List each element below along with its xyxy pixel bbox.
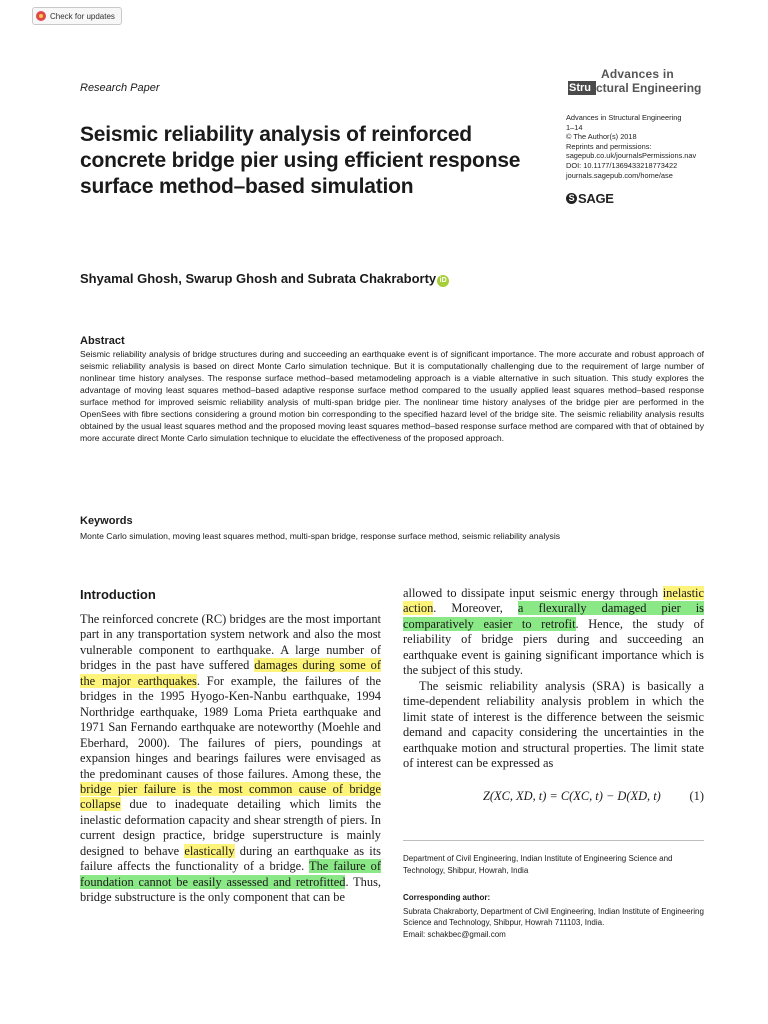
paragraph: The seismic reliability analysis (SRA) is basically a time-dependent reliability analysis problem in which the limit state of interest is the difference between the seismic demand and capacity considering the uncertainties in the earthquake motion and structural properties. The limit state of interest can be expressed as	[403, 678, 704, 770]
authors-text: Shyamal Ghosh, Swarup Ghosh and Subrata Chakraborty	[80, 271, 437, 286]
journal-logo-line2: ctural Engineering	[596, 81, 702, 95]
introduction-right-column	[403, 586, 704, 771]
equation-number: (1)	[689, 789, 704, 803]
journal-logo	[568, 67, 708, 99]
meta-journal-link[interactable]: journals.sagepub.com/home/ase	[566, 170, 673, 180]
keywords-text: Monte Carlo simulation, moving least squares method, multi-span bridge, response surface method, seismic reliability analysis	[80, 531, 561, 541]
equation-text: Z(XC, XD, t) = C(XC, t) − D(XD, t)	[483, 789, 661, 803]
introduction-heading: Introduction	[80, 587, 156, 602]
equation-1	[403, 789, 704, 807]
body-text: . Thus, bridge substructure is the only component that can be	[80, 874, 381, 905]
introduction-left-column	[80, 612, 381, 906]
affiliation-footnote: Department of Civil Engineering, Indian Institute of Engineering Science and Technology, Shibpur, Howrah, India	[403, 854, 673, 875]
highlight-yellow: damages during some of the major earthquakes	[80, 658, 381, 688]
meta-pages: 1–14	[566, 122, 583, 132]
journal-logo-box: Stru	[568, 81, 596, 95]
paragraph	[403, 586, 704, 679]
keywords-heading: Keywords	[80, 515, 133, 527]
meta-permissions-link[interactable]: sagepub.co.uk/journalsPermissions.nav	[566, 151, 697, 161]
body-text: . For example, the failures of the bridges in the 1995 Hyogo-Ken-Nanbu earthquake, 1994 Northridge earthquake, 1989 Loma Prieta earthquake and 1971 San Fernando earthquake are noteworthy (Moehle and Eberhard, 2000). The failures of piers, poundings at expansion hinges and bearings failures were envisaged as the predominant causes of those failures. Among these, the	[80, 673, 381, 781]
body-text: allowed to dissipate input seismic energy through	[403, 586, 663, 600]
journal-meta	[566, 113, 746, 180]
meta-copyright: © The Author(s) 2018	[566, 132, 637, 142]
body-text: . Hence, the study of reliability of bridge piers during and succeeding an earthquake event is gaining significant importance which is the subject of this study.	[403, 616, 705, 678]
paper-title: Seismic reliability analysis of reinforced concrete bridge pier using efficient response surface method–based simulation	[80, 123, 521, 198]
highlight-yellow: inelastic action	[403, 586, 704, 616]
meta-doi[interactable]: DOI: 10.1177/1369433218773422	[566, 160, 678, 170]
corresponding-author-email[interactable]: Email: schakbec@gmail.com	[403, 929, 506, 939]
sage-icon: S	[566, 193, 577, 204]
corresponding-author-details	[403, 906, 704, 940]
meta-reprints: Reprints and permissions:	[566, 141, 652, 151]
body-text: during an earthquake as its failure affects the functionality of a bridge.	[80, 843, 381, 874]
check-for-updates-badge[interactable]	[32, 7, 122, 25]
body-text: The reinforced concrete (RC) bridges are the most important part in any transportation system network and also the most vulnerable component to earthquake. A large number of bridges in the past have suffered	[80, 612, 381, 673]
publisher-name: SAGE	[578, 191, 614, 206]
abstract-text: Seismic reliability analysis of bridge structures during and succeeding an earthquake event is of significant importance. The more accurate and robust approach of seismic reliability analysis is based on direct Monte Carlo simulation technique. But it is computationally challenging due to the requirement of large number of nonlinear time history analyses. The response surface method–based metamodeling approach is a viable alternative in such situation. This study explores the advantage of moving least squares method–based adaptive response surface method compared to the usually applied least squares method–based response surface method for improved seismic reliability analysis of multi-span bridge pier. The nonlinear time history analyses of the bridge pier are performed in the OpenSees with fibre sections considering a ground motion bin corresponding to the specified hazard level of the bridge site. The seismic reliability analysis results obtained by the usual least squares method and the proposed moving least squares method–based response surface method are compared with that of obtained by more accurate direct Monte Carlo simulation technique to elucidate the effectiveness of the proposed approach.	[80, 349, 704, 444]
body-text: . Moreover,	[433, 601, 518, 616]
highlight-green: The failure of foundation cannot be easily assessed and retrofitted	[80, 859, 381, 889]
check-for-updates-label: Check for updates	[50, 11, 115, 21]
corresponding-author-name: Subrata Chakraborty, Department of Civil Engineering, Indian Institute of Engineering Science and Technology, Shibpur, Howrah 711103, India.	[403, 907, 704, 928]
footnote-divider	[403, 840, 704, 841]
corresponding-author-heading: Corresponding author:	[403, 893, 491, 902]
author-list	[80, 270, 449, 287]
orcid-icon[interactable]: iD	[437, 275, 449, 287]
highlight-yellow: bridge pier failure is the most common cause of bridge collapse	[80, 781, 381, 812]
abstract-heading: Abstract	[80, 335, 125, 347]
publisher-logo	[566, 191, 614, 206]
highlight-green: a flexurally damaged pier is comparatively easier to retrofit	[403, 601, 704, 631]
journal-logo-line1: Advances in	[601, 67, 674, 81]
article-type-label: Research Paper	[80, 82, 160, 94]
crossmark-icon	[36, 11, 46, 21]
meta-journal: Advances in Structural Engineering	[566, 113, 682, 122]
body-text: due to inadequate detailing which limits the inelastic deformation capacity and shear strength of piers. In current design practice, bridge superstructure is mainly designed to behave	[80, 797, 381, 858]
highlight-yellow: elastically	[184, 843, 235, 858]
